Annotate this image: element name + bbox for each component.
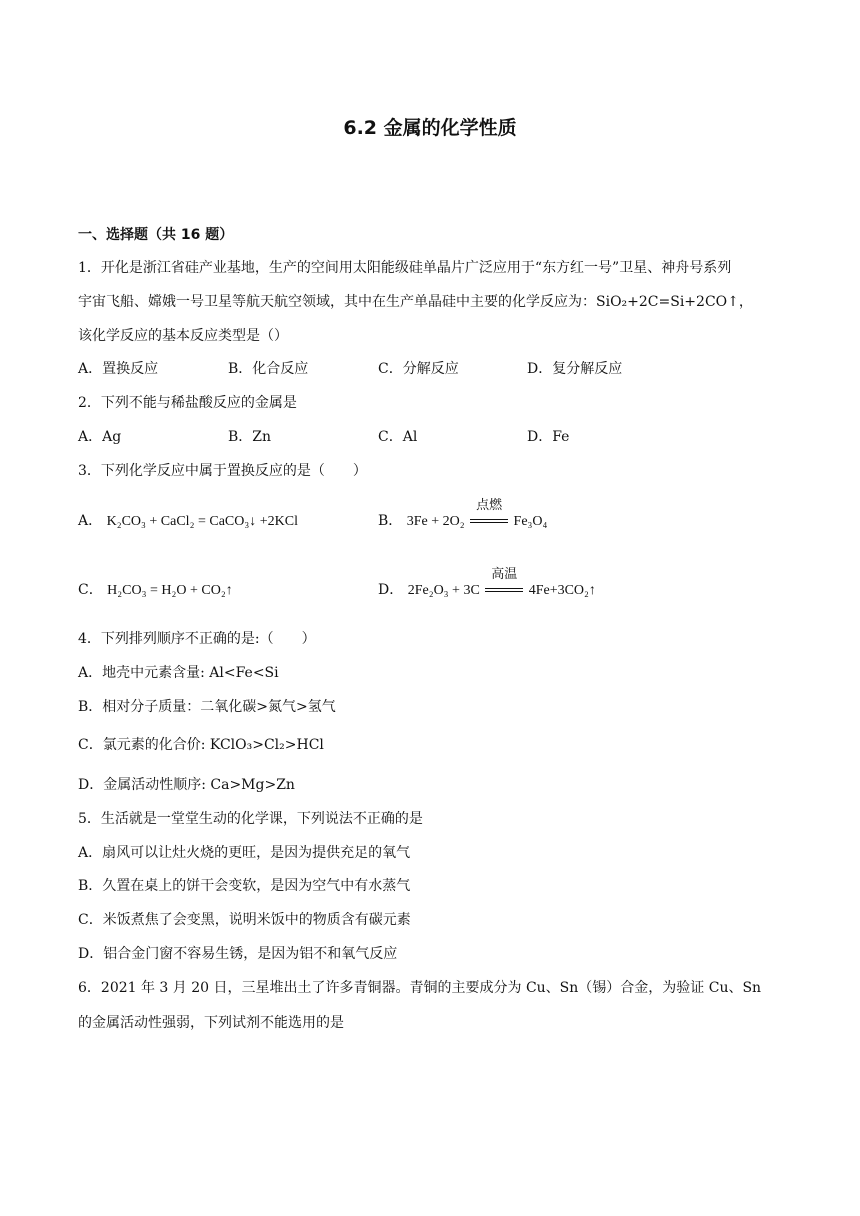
page-title: 6.2 金属的化学性质: [343, 117, 517, 139]
question-5-option-d: D．铝合金门窗不容易生锈，是因为铝不和氧气反应: [78, 946, 398, 962]
question-3-stem: 3．下列化学反应中属于置换反应的是（ ）: [78, 463, 367, 479]
option-d-condition: 高温: [491, 567, 518, 582]
question-4-option-b: B．相对分子质量：二氧化碳>氮气>氢气: [78, 699, 336, 715]
question-3-row-cd: [78, 567, 798, 619]
question-1-option-a: A．置换反应: [78, 361, 159, 377]
question-6-line-2: 的金属活动性强弱，下列试剂不能选用的是: [78, 1015, 344, 1031]
option-a-equation: K₂CO₃ + CaCl₂ = CaCO₃↓ +2KCl: [106, 514, 298, 529]
option-d-products: 4Fe+3CO₂↑: [528, 583, 596, 598]
question-1-line-3: 该化学反应的基本反应类型是（）: [78, 328, 288, 344]
question-1-option-b: B．化合反应: [228, 361, 309, 377]
option-d-reactants: 2Fe₂O₃ + 3C: [407, 583, 480, 598]
question-4-option-c: C．氯元素的化合价: KClO₃>Cl₂>HCl: [78, 737, 324, 753]
option-b-condition-arrow: [469, 498, 509, 529]
question-4-stem: 4．下列排列顺序不正确的是:（ ）: [78, 631, 316, 647]
question-2-option-c: C．Al: [378, 429, 418, 445]
question-5-option-c: C．米饭煮焦了会变黑，说明米饭中的物质含有碳元素: [78, 912, 411, 928]
question-3-row-ab: [78, 498, 798, 550]
question-3-option-a: [78, 510, 298, 530]
question-5-stem: 5．生活就是一堂堂生动的化学课，下列说法不正确的是: [78, 811, 423, 827]
question-3-option-b: [378, 498, 548, 530]
question-1-line-1: 1．开化是浙江省硅产业基地，生产的空间用太阳能级硅单晶片广泛应用于“东方红一号”卫星、神舟号系列: [78, 260, 732, 276]
option-d-condition-arrow: [484, 567, 524, 598]
option-b-condition: 点燃: [476, 498, 503, 513]
question-4-option-d: D．金属活动性顺序: Ca>Mg>Zn: [78, 777, 295, 793]
question-2-option-b: B．Zn: [228, 429, 272, 445]
option-b-reactants: 3Fe + 2O₂: [406, 514, 465, 529]
question-5-option-a: A．扇风可以让灶火烧的更旺，是因为提供充足的氧气: [78, 845, 411, 861]
question-3-option-c: [78, 579, 233, 599]
option-b-products: Fe₃O₄: [513, 514, 548, 529]
question-2-stem: 2．下列不能与稀盐酸反应的金属是: [78, 395, 297, 411]
option-a-label: A．: [78, 513, 103, 529]
question-1-option-c: C．分解反应: [378, 361, 459, 377]
question-5-option-b: B．久置在桌上的饼干会变软，是因为空气中有水蒸气: [78, 878, 411, 894]
section-heading: 一、选择题（共 16 题）: [78, 227, 234, 243]
option-b-label: B．: [378, 513, 403, 529]
question-2-option-d: D．Fe: [527, 429, 570, 445]
option-c-label: C．: [78, 582, 103, 598]
question-1-line-2: 宇宙飞船、嫦娥一号卫星等航天航空领域，其中在生产单晶硅中主要的化学反应为：SiO₂+2C=Si+2CO↑，: [78, 294, 753, 310]
question-6-line-1: 6．2021 年 3 月 20 日，三星堆出土了许多青铜器。青铜的主要成分为 Cu、Sn（锡）合金，为验证 Cu、Sn: [78, 980, 762, 996]
question-3-option-d: [378, 567, 596, 599]
question-4-option-a: A．地壳中元素含量: Al<Fe<Si: [78, 665, 279, 681]
double-line-icon: [470, 519, 508, 523]
question-1-option-d: D．复分解反应: [527, 361, 623, 377]
double-line-icon: [485, 588, 523, 592]
question-2-option-a: A．Ag: [78, 429, 122, 445]
option-d-label: D．: [378, 582, 404, 598]
option-c-equation: H₂CO₃ = H₂O + CO₂↑: [107, 583, 233, 598]
